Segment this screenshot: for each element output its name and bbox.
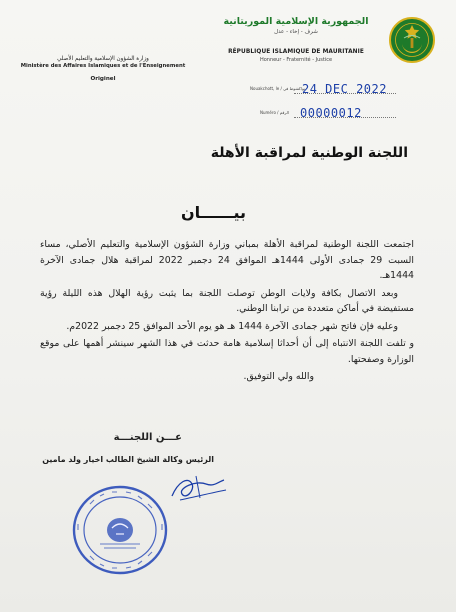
- paragraph-5: والله ولي التوفيق.: [243, 371, 314, 382]
- ministry-name-fr: Ministère des Affaires Islamiques et de l'Enseignement: [20, 63, 186, 69]
- ministry-name-ar: وزارة الشؤون الإسلامية والتعليم الأصلي: [57, 56, 149, 62]
- republic-header: [208, 16, 384, 63]
- signature-committee: عـــن اللجنـــة: [113, 432, 182, 443]
- number-row: [250, 107, 400, 121]
- statement-body: [40, 237, 414, 387]
- date-label: Nouakchott, le / نواكشوط في: [250, 86, 306, 91]
- motto-fr: Honneur - Fraternité - Justice: [259, 57, 333, 63]
- republic-name-fr: RÉPUBLIQUE ISLAMIQUE DE MAURITANIE: [228, 49, 364, 55]
- paragraph-1: اجتمعت اللجنة الوطنية لمراقبة الأهلة بمباني وزارة الشؤون الإسلامية والتعليم الأصلي، مساء السبت 29 جمادى الأولى 1444هـ الموافق 24 دجمبر 2022 لمراقبة هلال جمادى الآخرة 1444هـ.: [40, 239, 414, 281]
- paragraph-4: و تلفت اللجنة الانتباه إلى أن أحداثا إسلامية هامة حدثت في هذا الشهر سينشر أهمها على موقع الوزارة وصفحتها.: [40, 338, 414, 365]
- committee-title: اللجنة الوطنية لمراقبة الأهلة: [210, 145, 408, 161]
- signature-chairman: الرئيس وكالة الشيخ الطالب اخيار ولد مامين: [42, 455, 214, 464]
- ministry-header: [4, 56, 202, 82]
- republic-name-ar: الجمهورية الإسلامية الموريتانية: [223, 16, 369, 27]
- date-value: 24 DEC 2022: [302, 82, 387, 96]
- national-emblem-icon: [388, 16, 436, 64]
- number-label: Numéro / الرقم: [260, 110, 289, 115]
- date-row: [250, 83, 400, 97]
- motto-ar: شرف - إخاء - عدل: [274, 29, 318, 35]
- handwritten-signature-icon: [166, 470, 230, 506]
- paragraph-2: وبعد الاتصال بكافة ولايات الوطن توصلت اللجنة بما يثبت رؤية الهلال هذه الليلة رؤية مستفيضة في أماكن متعددة من ترابنا الوطني.: [40, 287, 414, 314]
- paragraph-3: وعليه فإن فاتح شهر جمادى الآخرة 1444 هـ هو يوم الأحد الموافق 25 دجمبر 2022م.: [66, 320, 398, 332]
- statement-title: بيــــــان: [180, 203, 246, 222]
- number-value: 00000012: [300, 106, 362, 120]
- ministry-name-fr-2: Originel: [90, 76, 116, 82]
- official-stamp-icon: [70, 484, 170, 576]
